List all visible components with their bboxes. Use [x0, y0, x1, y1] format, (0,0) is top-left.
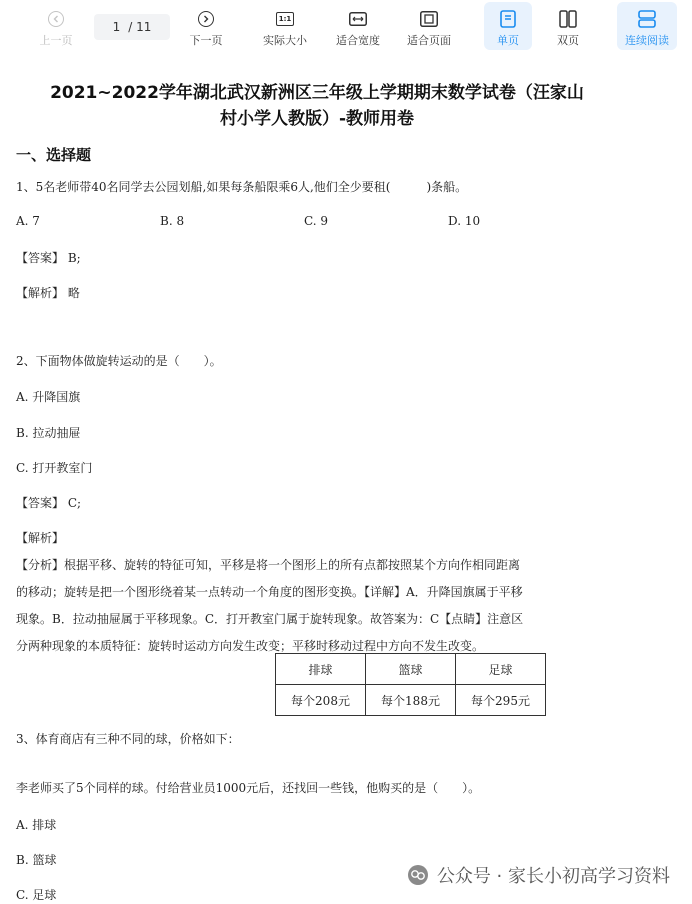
q2-option-a: A. 升降国旗 — [16, 390, 81, 404]
fit-width-button[interactable] — [331, 0, 385, 52]
fit-page-icon — [419, 9, 439, 29]
double-page-label: 双页 — [557, 34, 579, 47]
q3-option-b: B. 篮球 — [16, 853, 57, 867]
q2-analysis-line-1: 【分析】根据平移、旋转的特征可知，平移是将一个图形上的所有点都按照某个方向作相同距离 — [16, 558, 521, 572]
page-indicator[interactable] — [94, 14, 170, 40]
prev-page-button[interactable] — [34, 0, 78, 52]
q3-option-c: C. 足球 — [16, 888, 57, 902]
single-page-button[interactable] — [484, 2, 532, 50]
q1-option-d: D. 10 — [448, 214, 481, 228]
q3-stem-prefix: 3、体育商店有三种不同的球，价格如下： — [16, 732, 240, 746]
q1-stem: 1、5名老师带40名同学去公园划船,如果每条船限乘6人,他们全少要租( )条船。 — [16, 180, 468, 194]
page-current[interactable]: 1 — [112, 20, 121, 34]
table-header-cell: 篮球 — [366, 654, 456, 685]
actual-size-label: 实际大小 — [263, 34, 307, 47]
q1-option-b: B. 8 — [160, 214, 185, 228]
q1-option-c: C. 9 — [304, 214, 329, 228]
q3-stem-suffix: 李老师买了5个同样的球。付给营业员1000元后，还找回一些钱，他购买的是（ ）。 — [16, 781, 481, 795]
q2-option-c: C. 打开教室门 — [16, 461, 93, 475]
chevron-left-icon — [46, 9, 66, 29]
q3-option-a: A. 排球 — [16, 818, 57, 832]
table-cell: 每个208元 — [276, 685, 366, 716]
q2-analysis-line-3: 现象。B．拉动抽屉属于平移现象。C．打开教室门属于旋转现象。故答案为：C【点睛】注意区 — [16, 612, 524, 626]
double-page-button[interactable] — [546, 0, 590, 52]
page-total: / 11 — [128, 20, 152, 34]
table-row — [276, 685, 546, 716]
double-page-icon — [558, 9, 578, 29]
single-page-icon — [498, 9, 518, 29]
next-page-button[interactable] — [184, 0, 228, 52]
viewer-toolbar — [0, 0, 692, 52]
single-page-label: 单页 — [497, 34, 519, 47]
section-heading: 一、选择题 — [16, 146, 92, 164]
q2-option-b: B. 拉动抽屉 — [16, 426, 81, 440]
actual-size-icon: 1:1 — [275, 9, 295, 29]
fit-width-label: 适合宽度 — [336, 34, 380, 47]
table-header-cell: 排球 — [276, 654, 366, 685]
wechat-official-account-icon — [407, 864, 429, 886]
q2-stem: 2、下面物体做旋转运动的是（ ）。 — [16, 354, 222, 368]
table-cell: 每个188元 — [366, 685, 456, 716]
continuous-reading-button[interactable] — [617, 2, 677, 50]
next-page-label: 下一页 — [189, 34, 223, 47]
continuous-reading-label: 连续阅读 — [625, 34, 669, 47]
prev-page-label: 上一页 — [39, 34, 73, 47]
fit-page-label: 适合页面 — [407, 34, 451, 47]
fit-width-icon — [348, 9, 368, 29]
doc-title-line-2: 村小学人教版）-教师用卷 — [219, 109, 415, 129]
table-cell: 每个295元 — [456, 685, 546, 716]
q2-analysis-line-4: 分两种现象的本质特征：旋转时运动方向发生改变；平移时移动过程中方向不发生改变。 — [16, 639, 485, 653]
doc-title-line-1: 2021~2022学年湖北武汉新洲区三年级上学期期末数学试卷（汪家山 — [50, 83, 584, 103]
q2-analysis-line-2: 的移动；旋转是把一个图形绕着某一点转动一个角度的图形变换。【详解】A．升降国旗属于平移 — [16, 585, 523, 599]
chevron-right-icon — [196, 9, 216, 29]
fit-page-button[interactable] — [402, 0, 456, 52]
q2-answer: 【答案】 C; — [16, 496, 82, 510]
q1-option-a: A. 7 — [16, 214, 40, 228]
price-table — [275, 653, 546, 716]
actual-size-button[interactable] — [258, 0, 312, 52]
watermark-text: 公众号 · 家长小初高学习资料 — [436, 866, 670, 887]
table-row — [276, 654, 546, 685]
q1-analysis: 【解析】 略 — [16, 286, 80, 300]
q1-answer: 【答案】 B; — [16, 251, 81, 265]
q2-analysis-label: 【解析】 — [16, 531, 65, 545]
continuous-reading-icon — [637, 9, 657, 29]
watermark — [407, 862, 670, 888]
table-header-cell: 足球 — [456, 654, 546, 685]
